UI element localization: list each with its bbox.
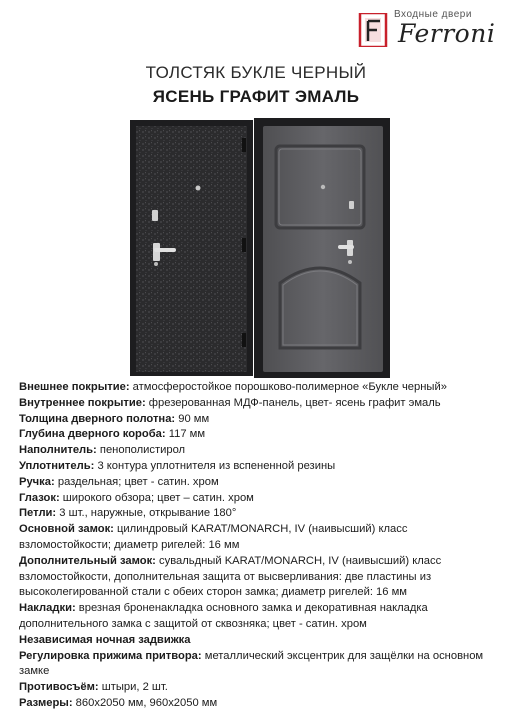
spec-frame-depth <box>19 427 499 443</box>
spec-value: цилиндровый KARAT/MONARCH, IV (наивысший) класс взломостойкости; диаметр ригелей: 16 мм <box>19 523 408 551</box>
spec-label: Размеры: <box>19 696 73 709</box>
spec-value: 117 мм <box>165 428 206 441</box>
spec-label: Дополнительный замок: <box>19 554 156 567</box>
spec-label: Ручка: <box>19 475 55 488</box>
spec-label: Накладки: <box>19 602 76 615</box>
spec-exterior-coating <box>19 380 499 396</box>
spec-label: Внешнее покрытие: <box>19 381 130 393</box>
door-illustration <box>130 118 390 378</box>
spec-value: фрезерованная МДФ-панель, цвет- ясень графит эмаль <box>145 396 441 409</box>
spec-label: Глубина дверного короба: <box>19 428 166 441</box>
spec-value: 3 шт., наружные, открывание 180° <box>56 507 237 520</box>
spec-value: 90 мм <box>175 412 210 425</box>
spec-value: широкого обзора; цвет – сатин. хром <box>59 491 254 504</box>
ferroni-logo-icon <box>358 13 388 47</box>
spec-interior-coating <box>19 396 499 412</box>
spec-night-latch <box>19 633 499 649</box>
exterior-door <box>130 120 253 376</box>
spec-anti-removal <box>19 680 499 696</box>
spec-filler <box>19 443 499 459</box>
spec-clamp-adjust <box>19 649 499 681</box>
interior-door <box>254 118 390 378</box>
spec-hinges <box>19 506 499 522</box>
product-title-line2: ЯСЕНЬ ГРАФИТ ЭМАЛЬ <box>152 87 360 106</box>
spec-label: Наполнитель: <box>19 444 97 457</box>
spec-value: штыри, 2 шт. <box>98 681 168 694</box>
spec-handle <box>19 475 499 491</box>
spec-plates <box>19 601 499 633</box>
spec-leaf-thickness <box>19 412 499 428</box>
spec-label: Уплотнитель: <box>19 459 95 472</box>
spec-value: врезная броненакладка основного замка и декоративная накладка дополнительного замка с защитой от сквозняка; цвет - сатин. хром <box>19 602 428 630</box>
spec-value: 860х2050 мм, 960х2050 мм <box>72 696 218 709</box>
spec-label: Внутреннее покрытие: <box>19 396 146 409</box>
spec-extra-lock <box>19 554 499 601</box>
spec-label: Петли: <box>19 507 57 520</box>
spec-sizes <box>19 696 499 712</box>
spec-list <box>19 380 499 712</box>
spec-label: Противосъём: <box>19 681 99 694</box>
spec-label: Толщина дверного полотна: <box>19 412 176 425</box>
spec-value: раздельная; цвет - сатин. хром <box>54 475 219 488</box>
spec-label: Основной замок: <box>19 523 114 536</box>
spec-value: 3 контура уплотнителя из вспененной резины <box>94 459 336 472</box>
brand-tagline: Входные двери <box>394 9 472 20</box>
spec-seal <box>19 459 499 475</box>
spec-label: Независимая ночная задвижка <box>19 633 191 646</box>
spec-value: сувальдный KARAT/MONARCH, IV (наивысший) класс взломостойкости, дополнительная защита от высверливания: две пластины из высоколегированной стали с обеих сторон замка; диаметр ригелей: 16 мм <box>19 554 442 599</box>
spec-value: металлический эксцентрик для защёлки на основном замке <box>19 649 484 678</box>
spec-main-lock <box>19 522 499 554</box>
spec-value: пенополистирол <box>96 444 186 457</box>
brand-name: Ferroni <box>398 19 496 48</box>
spec-label: Глазок: <box>19 491 60 504</box>
spec-label: Регулировка прижима притвора: <box>19 649 202 662</box>
spec-value: атмосферостойкое порошково-полимерное «Букле черный» <box>129 381 447 393</box>
product-title-line1: ТОЛСТЯК БУКЛЕ ЧЕРНЫЙ <box>145 63 367 82</box>
brand-logo <box>358 7 498 51</box>
spec-peephole <box>19 491 499 507</box>
